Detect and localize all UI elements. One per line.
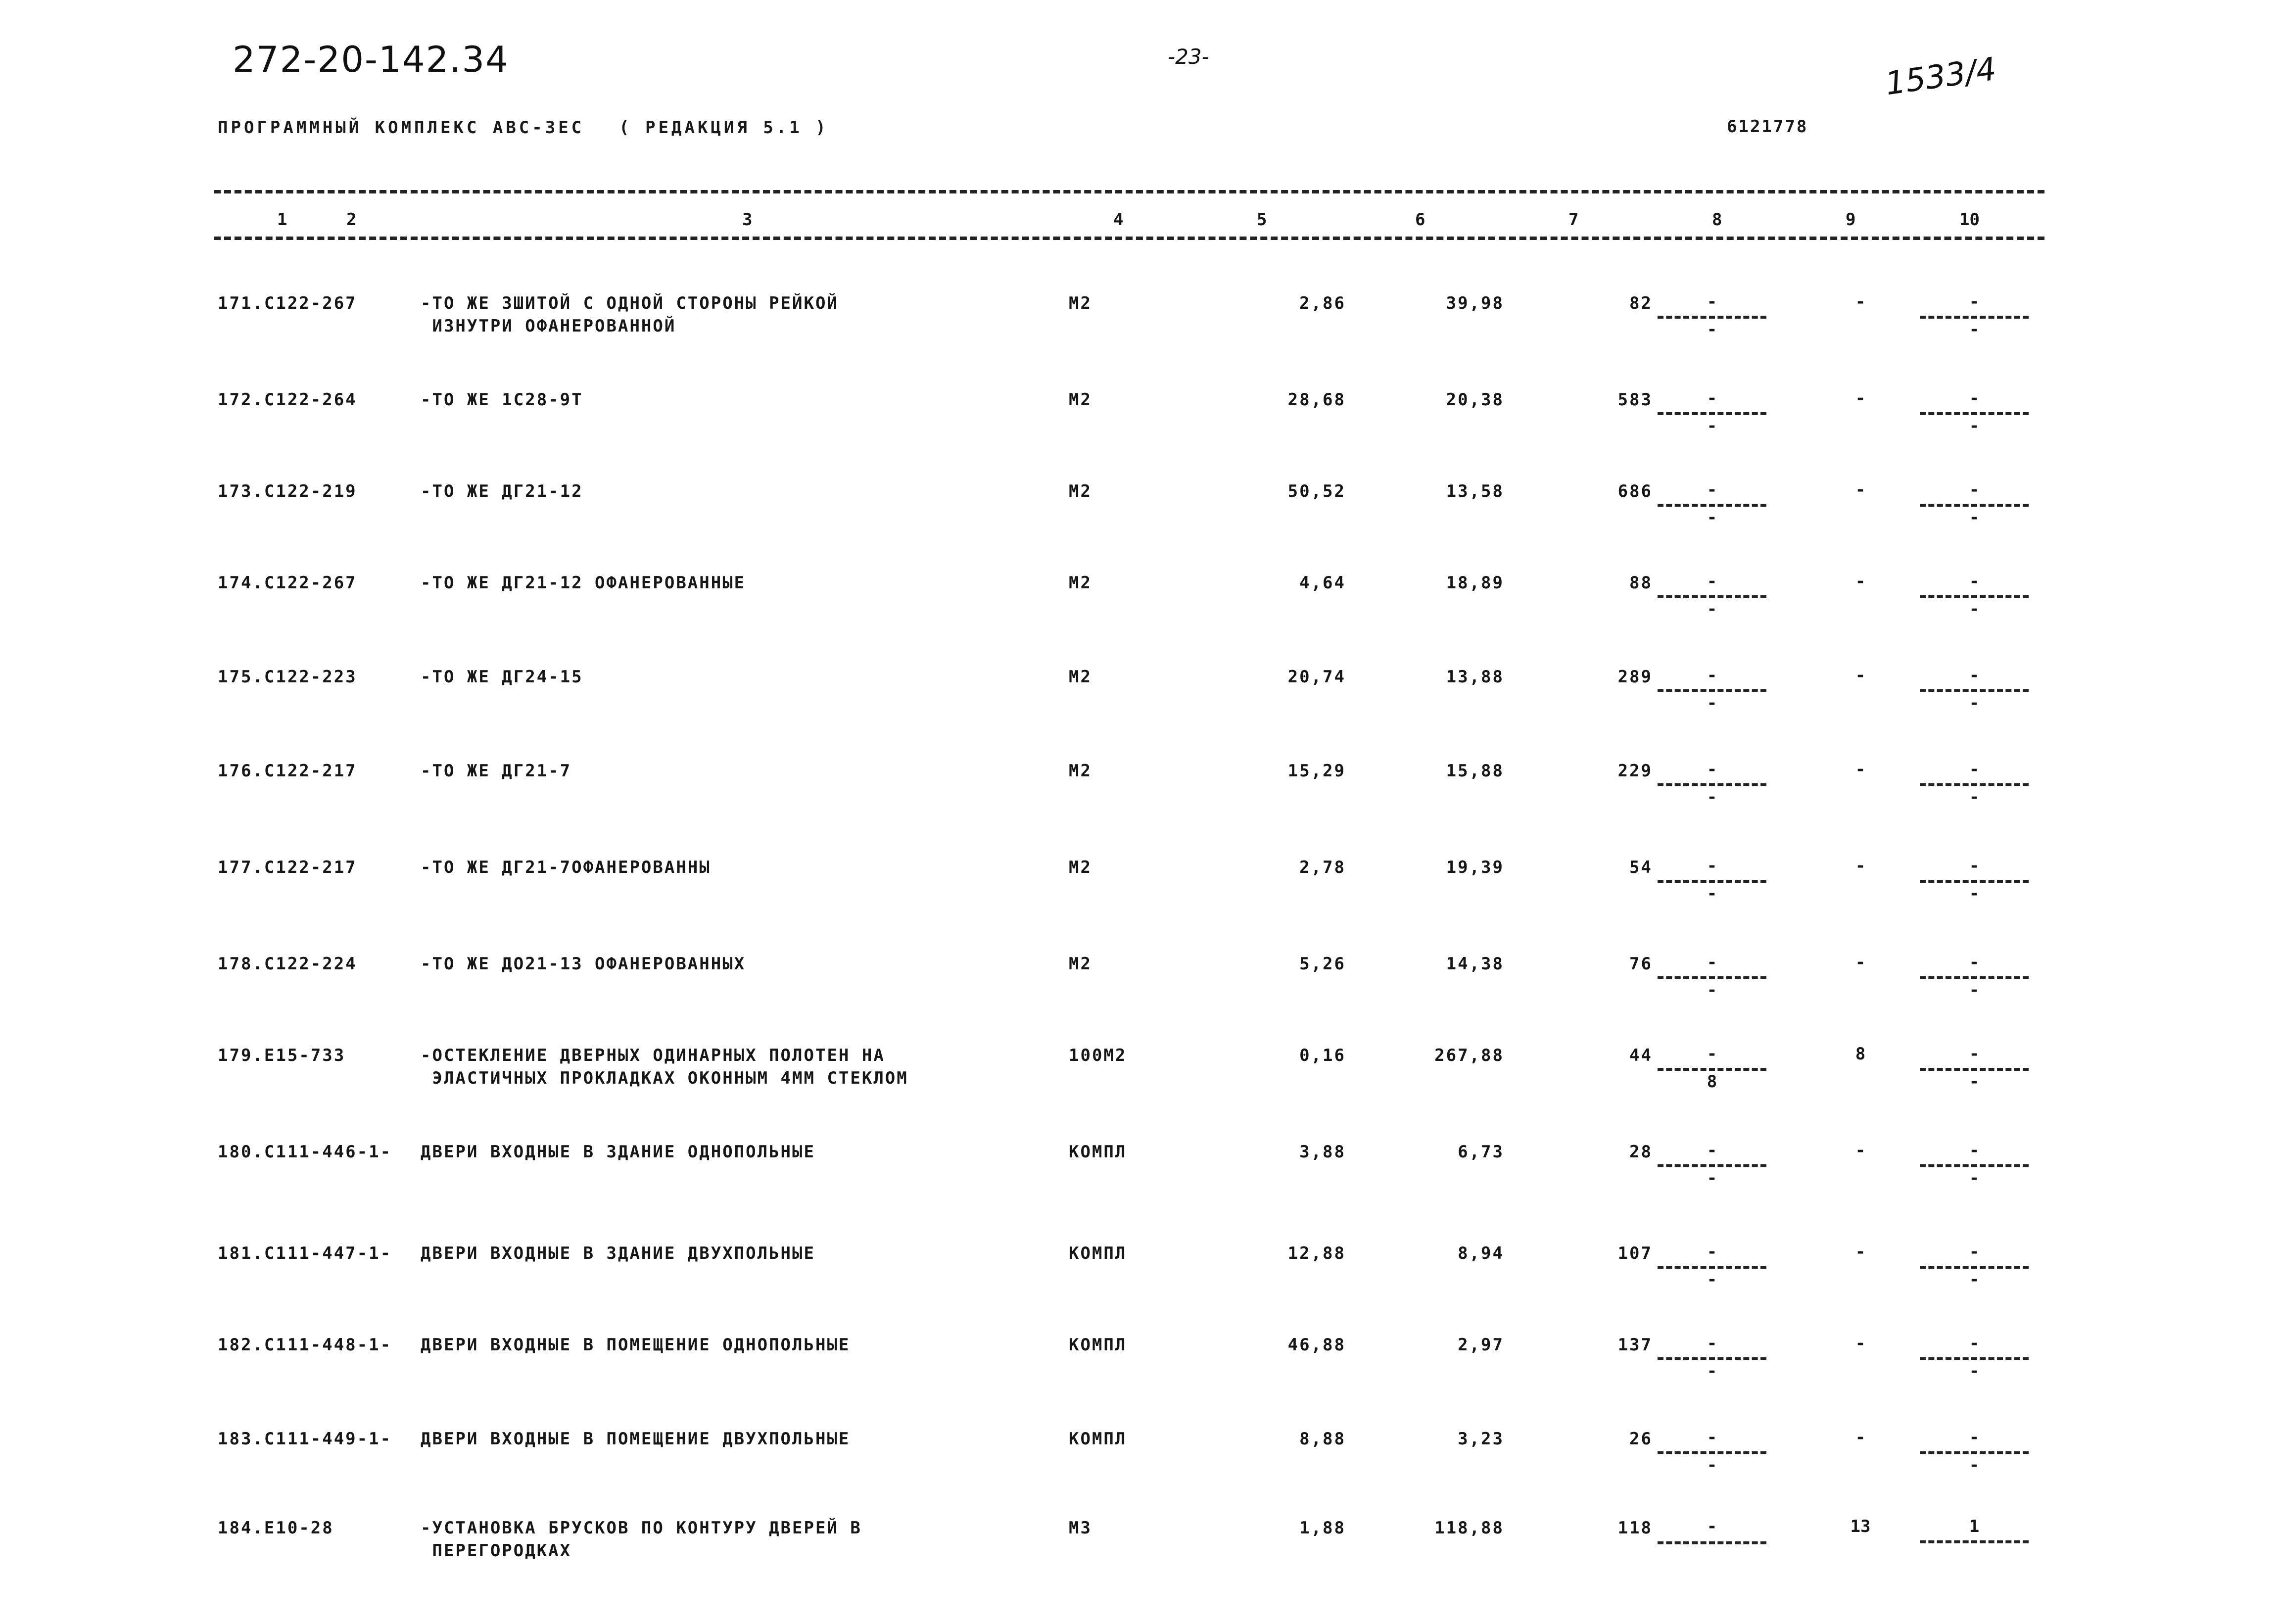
header-bottom-rule [214,237,2044,240]
fraction-line [1658,1541,1766,1544]
column-header-1: 1 [277,210,287,230]
column-10-fraction [1920,388,2029,448]
column-header-6: 6 [1415,210,1425,230]
item-description: -ТО ЖЕ ДГ21-12 [421,481,583,501]
column-header-3: 3 [742,210,753,230]
item-unit-price: 18,89 [1446,573,1504,593]
column-10-top: - [1969,572,1980,591]
column-10-bottom: - [1969,693,1980,713]
item-unit-price: 118,88 [1434,1518,1504,1538]
fraction-line [1920,1540,2029,1543]
item-total: 88 [1629,573,1653,593]
item-unit: М2 [1069,573,1092,593]
fraction-line [1920,1164,2029,1167]
fraction-line [1920,595,2029,598]
fraction-line [1658,1164,1766,1167]
column-8-bottom: - [1707,508,1717,527]
item-code: 182.С111-448-1- [218,1335,392,1355]
table-row [0,1044,2279,1118]
item-unit: М3 [1069,1518,1092,1538]
item-total: 583 [1617,390,1653,410]
item-code: 171.С122-267 [218,293,357,313]
item-unit: КОМПЛ [1069,1142,1127,1162]
column-8-fraction [1658,480,1766,539]
column-8-fraction [1658,1044,1766,1103]
header-top-rule [214,190,2044,193]
item-unit: М2 [1069,293,1092,313]
page-number: -23- [1168,45,1209,69]
column-8-bottom: - [1707,1361,1717,1381]
column-8-bottom: - [1707,787,1717,807]
item-total: 82 [1629,293,1653,313]
item-description: -ТО ЖЕ ДГ21-12 ОФАНЕРОВАННЫЕ [421,573,746,593]
column-10-top: - [1969,666,1980,685]
table-row [0,388,2279,463]
item-code: 175.С122-223 [218,667,357,687]
column-8-bottom: - [1707,980,1717,1000]
column-10-fraction [1920,1334,2029,1393]
column-9-value: - [1855,856,1866,876]
column-10-top: - [1969,760,1980,779]
fraction-line [1658,1357,1766,1360]
column-9-value: - [1855,1334,1866,1353]
document-code: 272-20-142.34 [233,39,509,80]
item-description: -УСТАНОВКА БРУСКОВ ПО КОНТУРУ ДВЕРЕЙ В ПЕРЕГОРОДКАХ [421,1518,862,1561]
item-unit: КОМПЛ [1069,1335,1127,1355]
column-9-value: - [1855,1141,1866,1160]
column-header-2: 2 [346,210,357,230]
column-10-top: 1 [1969,1517,1980,1536]
item-unit-price: 19,39 [1446,858,1504,877]
item-total: 229 [1617,761,1653,781]
column-8-top: - [1707,292,1717,312]
item-unit-price: 39,98 [1446,293,1504,313]
column-10-fraction [1920,292,2029,351]
item-unit: М2 [1069,858,1092,877]
fraction-line [1658,783,1766,786]
column-8-top: - [1707,666,1717,685]
column-9-value: - [1855,1242,1866,1262]
column-9-value: 8 [1855,1044,1866,1064]
item-total: 107 [1617,1243,1653,1263]
table-row [0,480,2279,554]
item-unit: КОМПЛ [1069,1429,1127,1449]
column-8-bottom: - [1707,599,1717,619]
column-8-top: - [1707,388,1717,408]
item-unit-price: 2,97 [1458,1335,1504,1355]
fraction-line [1920,783,2029,786]
item-unit-price: 15,88 [1446,761,1504,781]
column-8-fraction [1658,760,1766,819]
column-10-fraction [1920,856,2029,915]
table-row [0,292,2279,366]
table-row [0,1242,2279,1316]
column-header-9: 9 [1846,210,1856,230]
column-8-top: - [1707,1428,1717,1447]
fraction-line [1658,1068,1766,1071]
column-8-fraction [1658,1242,1766,1301]
item-unit: М2 [1069,390,1092,410]
table-row [0,953,2279,1027]
column-9-value: - [1855,1428,1866,1447]
fraction-line [1658,412,1766,415]
item-description: -ТО ЖЕ ДГ21-7ОФАНЕРОВАННЫ [421,858,711,877]
item-code: 183.С111-449-1- [218,1429,392,1449]
item-code: 177.С122-217 [218,858,357,877]
column-8-fraction [1658,856,1766,915]
item-code: 172.С122-264 [218,390,357,410]
column-8-fraction [1658,666,1766,725]
column-8-top: - [1707,1334,1717,1353]
column-header-7: 7 [1568,210,1579,230]
fraction-line [1920,412,2029,415]
item-description: -ТО ЖЕ 1С28-9Т [421,390,583,410]
item-quantity: 50,52 [1287,481,1346,501]
column-header-5: 5 [1257,210,1267,230]
column-10-bottom: - [1969,599,1980,619]
column-10-bottom: - [1969,508,1980,527]
table-row [0,760,2279,834]
item-quantity: 3,88 [1299,1142,1346,1162]
column-header-8: 8 [1712,210,1722,230]
table-row [0,1428,2279,1502]
item-quantity: 5,26 [1299,954,1346,974]
column-10-fraction [1920,1428,2029,1487]
column-9-value: - [1855,953,1866,972]
item-code: 181.С111-447-1- [218,1243,392,1263]
column-header-10: 10 [1959,210,1980,230]
edition-label: ( РЕДАКЦИЯ 5.1 ) [619,118,829,138]
table-row [0,1517,2279,1591]
column-10-bottom: - [1969,884,1980,904]
item-code: 173.С122-219 [218,481,357,501]
program-name: ПРОГРАММНЫЙ КОМПЛЕКС АВС-3ЕС [218,118,585,138]
item-quantity: 28,68 [1287,390,1346,410]
column-10-top: - [1969,480,1980,500]
column-8-bottom: - [1707,1270,1717,1290]
item-code: 176.С122-217 [218,761,357,781]
column-8-bottom: - [1707,416,1717,436]
column-8-top: - [1707,480,1717,500]
item-total: 686 [1617,481,1653,501]
column-10-top: - [1969,292,1980,312]
fraction-line [1658,1266,1766,1269]
item-description: -ТО ЖЕ ДО21-13 ОФАНЕРОВАННЫХ [421,954,746,974]
item-total: 289 [1617,667,1653,687]
column-8-top: - [1707,760,1717,779]
column-8-top: - [1707,1141,1717,1160]
item-quantity: 46,88 [1287,1335,1346,1355]
column-10-fraction [1920,1517,2029,1576]
column-10-bottom: - [1969,980,1980,1000]
item-unit-price: 20,38 [1446,390,1504,410]
column-10-bottom: - [1969,1270,1980,1290]
table-row [0,666,2279,740]
item-code: 184.Е10-28 [218,1518,334,1538]
item-unit-price: 267,88 [1434,1046,1504,1065]
item-code: 180.С111-446-1- [218,1142,392,1162]
item-unit-price: 8,94 [1458,1243,1504,1263]
item-description: -ТО ЖЕ ДГ24-15 [421,667,583,687]
item-unit-price: 14,38 [1446,954,1504,974]
fraction-line [1658,316,1766,319]
column-10-top: - [1969,1044,1980,1064]
column-10-bottom: - [1969,416,1980,436]
column-8-top: - [1707,572,1717,591]
column-10-top: - [1969,953,1980,972]
column-header-4: 4 [1113,210,1124,230]
item-quantity: 2,86 [1299,293,1346,313]
column-8-fraction [1658,292,1766,351]
column-10-bottom: - [1969,1455,1980,1475]
fraction-line [1658,504,1766,507]
item-unit: 100М2 [1069,1046,1127,1065]
fraction-line [1658,880,1766,883]
item-code: 174.С122-267 [218,573,357,593]
item-quantity: 12,88 [1287,1243,1346,1263]
fraction-line [1920,316,2029,319]
item-total: 76 [1629,954,1653,974]
item-code: 178.С122-224 [218,954,357,974]
fraction-line [1920,689,2029,692]
fraction-line [1920,504,2029,507]
item-unit: М2 [1069,761,1092,781]
item-total: 54 [1629,858,1653,877]
item-total: 137 [1617,1335,1653,1355]
fraction-line [1658,976,1766,979]
item-quantity: 4,64 [1299,573,1346,593]
column-10-fraction [1920,1044,2029,1103]
column-8-top: - [1707,953,1717,972]
column-10-fraction [1920,1141,2029,1200]
item-unit-price: 3,23 [1458,1429,1504,1449]
column-10-bottom: - [1969,1361,1980,1381]
item-total: 26 [1629,1429,1653,1449]
column-9-value: - [1855,388,1866,408]
fraction-line [1920,880,2029,883]
item-unit: М2 [1069,667,1092,687]
document-number: 6121778 [1727,117,1808,137]
column-10-fraction [1920,760,2029,819]
column-8-top: - [1707,1242,1717,1262]
item-quantity: 20,74 [1287,667,1346,687]
fraction-line [1920,1266,2029,1269]
item-description: -ТО ЖЕ ДГ21-7 [421,761,572,781]
column-10-fraction [1920,480,2029,539]
fraction-line [1658,1451,1766,1454]
program-line [218,118,829,138]
fraction-line [1920,1357,2029,1360]
table-row [0,1141,2279,1215]
column-8-top: - [1707,856,1717,876]
fraction-line [1920,976,2029,979]
column-10-top: - [1969,856,1980,876]
column-10-bottom: - [1969,1168,1980,1188]
column-10-fraction [1920,572,2029,631]
table-row [0,856,2279,930]
item-unit: М2 [1069,954,1092,974]
column-8-top: - [1707,1517,1717,1536]
column-9-value: - [1855,666,1866,685]
item-total: 28 [1629,1142,1653,1162]
column-9-value: - [1855,760,1866,779]
column-8-fraction [1658,1334,1766,1393]
column-9-value: - [1855,292,1866,312]
column-8-fraction [1658,953,1766,1012]
item-quantity: 15,29 [1287,761,1346,781]
item-quantity: 0,16 [1299,1046,1346,1065]
column-10-top: - [1969,1334,1980,1353]
item-quantity: 1,88 [1299,1518,1346,1538]
item-total: 44 [1629,1046,1653,1065]
item-description: -ТО ЖЕ ЗШИТОЙ С ОДНОЙ СТОРОНЫ РЕЙКОЙ ИЗНУТРИ ОФАНЕРОВАННОЙ [421,293,839,336]
item-total: 118 [1617,1518,1653,1538]
column-10-top: - [1969,1242,1980,1262]
column-10-fraction [1920,666,2029,725]
column-8-fraction [1658,388,1766,448]
column-8-bottom: - [1707,1168,1717,1188]
item-description: -ОСТЕКЛЕНИЕ ДВЕРНЫХ ОДИНАРНЫХ ПОЛОТЕН НА ЭЛАСТИЧНЫХ ПРОКЛАДКАХ ОКОННЫМ 4ММ СТЕКЛОМ [421,1046,908,1088]
item-quantity: 2,78 [1299,858,1346,877]
item-description: ДВЕРИ ВХОДНЫЕ В ЗДАНИЕ ОДНОПОЛЬНЫЕ [421,1142,815,1162]
column-8-top: - [1707,1044,1717,1064]
table-row [0,572,2279,646]
fraction-line [1920,1068,2029,1071]
column-9-value: - [1855,480,1866,500]
item-unit-price: 6,73 [1458,1142,1504,1162]
item-description: ДВЕРИ ВХОДНЫЕ В ПОМЕЩЕНИЕ ОДНОПОЛЬНЫЕ [421,1335,851,1355]
item-unit-price: 13,58 [1446,481,1504,501]
item-unit: М2 [1069,481,1092,501]
column-10-top: - [1969,388,1980,408]
item-unit: КОМПЛ [1069,1243,1127,1263]
column-10-top: - [1969,1141,1980,1160]
column-10-bottom: - [1969,1072,1980,1092]
column-10-fraction [1920,953,2029,1012]
column-8-bottom: - [1707,1455,1717,1475]
column-8-fraction [1658,1428,1766,1487]
column-8-fraction [1658,1517,1766,1576]
column-10-bottom: - [1969,787,1980,807]
fraction-line [1658,595,1766,598]
column-8-bottom: 8 [1707,1072,1717,1092]
handwritten-reference: 1533/4 [1883,50,1999,103]
column-10-top: - [1969,1428,1980,1447]
item-quantity: 8,88 [1299,1429,1346,1449]
item-description: ДВЕРИ ВХОДНЫЕ В ЗДАНИЕ ДВУХПОЛЬНЫЕ [421,1243,815,1263]
column-8-fraction [1658,572,1766,631]
fraction-line [1920,1451,2029,1454]
column-8-fraction [1658,1141,1766,1200]
item-code: 179.Е15-733 [218,1046,346,1065]
table-row [0,1334,2279,1408]
fraction-line [1658,689,1766,692]
column-8-bottom: - [1707,693,1717,713]
column-9-value: - [1855,572,1866,591]
item-unit-price: 13,88 [1446,667,1504,687]
column-8-bottom: - [1707,320,1717,339]
column-9-value: 13 [1850,1517,1871,1536]
column-10-fraction [1920,1242,2029,1301]
item-description: ДВЕРИ ВХОДНЫЕ В ПОМЕЩЕНИЕ ДВУХПОЛЬНЫЕ [421,1429,851,1449]
column-10-bottom: - [1969,320,1980,339]
column-8-bottom: - [1707,884,1717,904]
